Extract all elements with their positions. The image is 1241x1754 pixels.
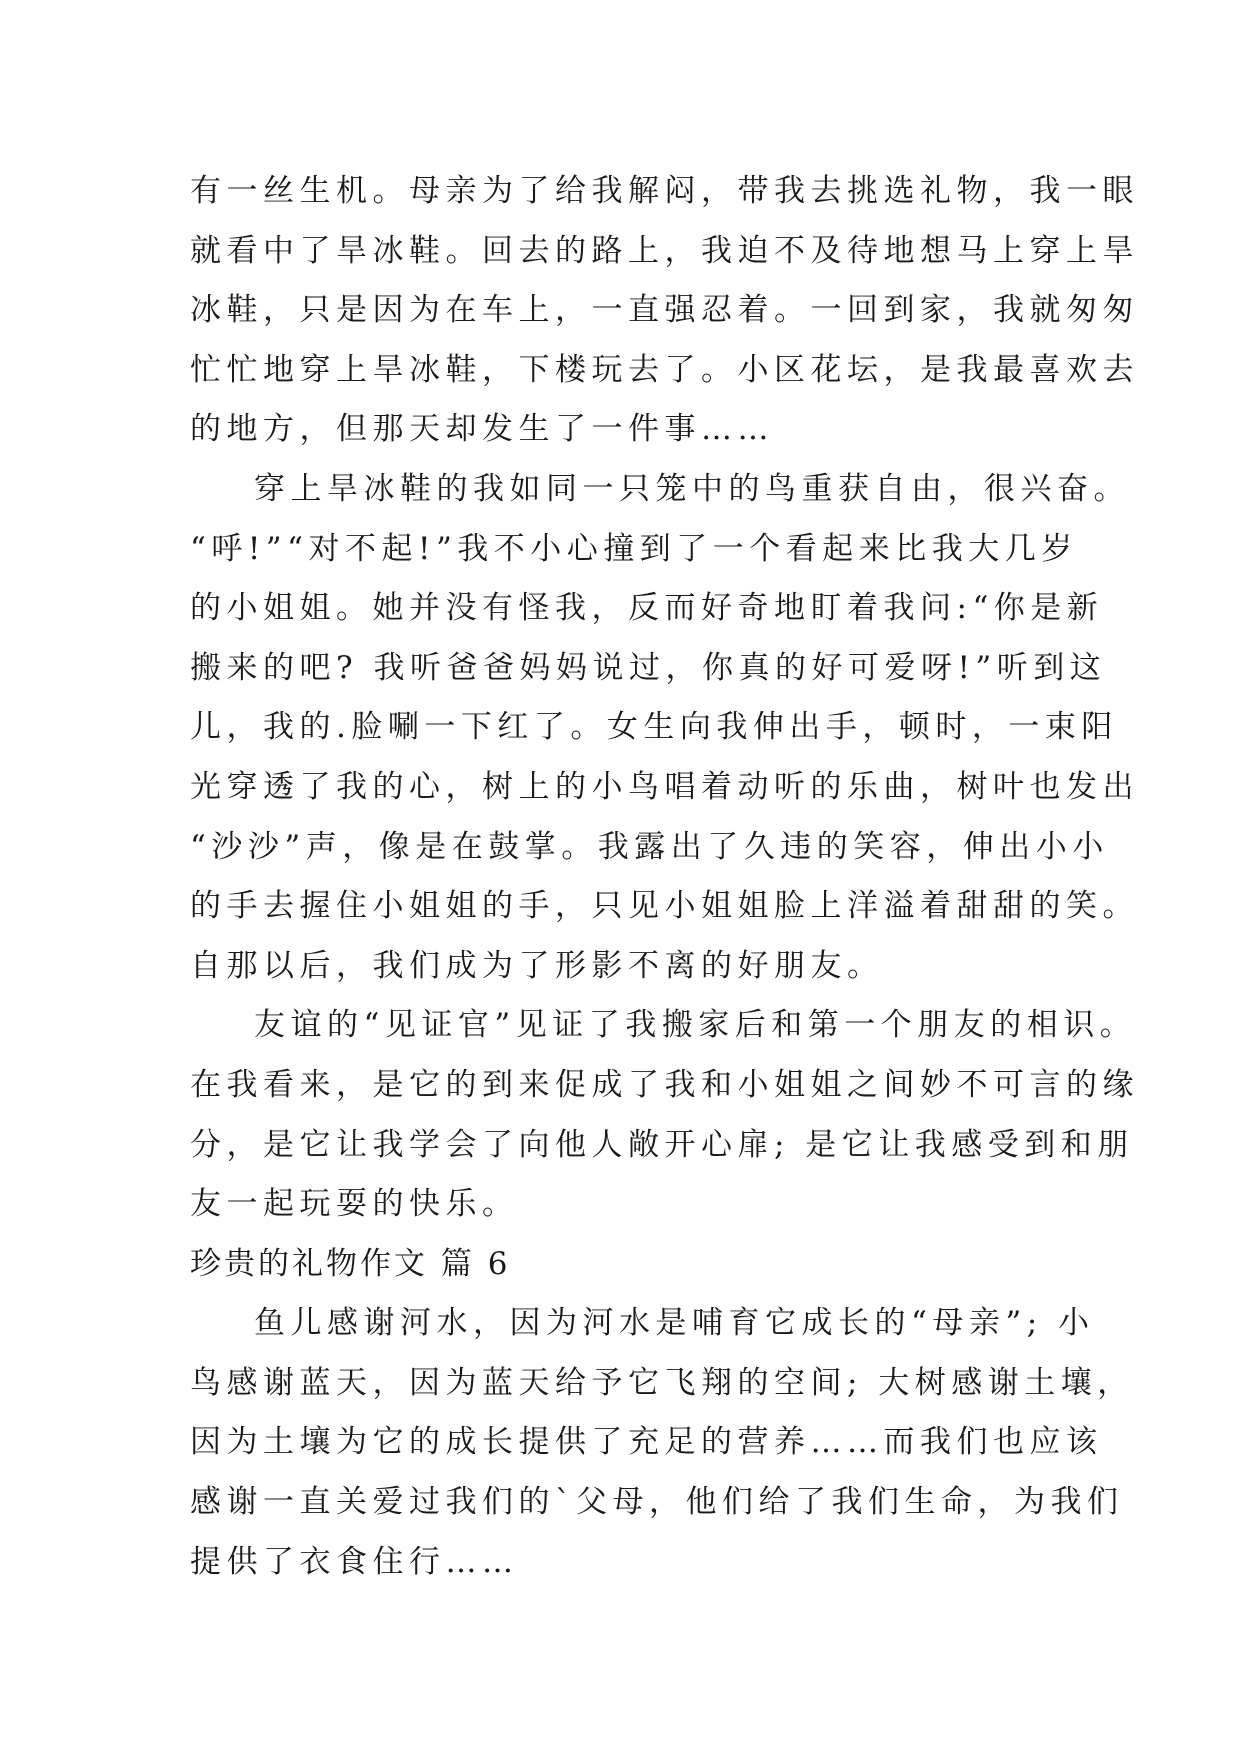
paragraph-first-line: 友谊的“见证官”见证了我搬家后和第一个朋友的相识。 bbox=[254, 1007, 1137, 1044]
text-line: “沙沙”声，像是在鼓掌。我露出了久违的笑容，伸出小小 bbox=[190, 828, 1109, 865]
text-line: 感谢一直关爱过我们的`父母，他们给了我们生命，为我们 bbox=[190, 1484, 1124, 1521]
text-line: 儿，我的.脸唰一下红了。女生向我伸出手，顿时，一束阳 bbox=[190, 709, 1118, 746]
text-line: 提供了衣食住行…… bbox=[190, 1543, 519, 1580]
paragraph-first-line: 鱼儿感谢河水，因为河水是哺育它成长的“母亲”; 小 bbox=[254, 1305, 1095, 1342]
text-line: “呼!”“对不起!”我不小心撞到了一个看起来比我大几岁 bbox=[190, 530, 1078, 567]
text-line: 的小姐姐。她并没有怪我，反而好奇地盯着我问:“你是新 bbox=[190, 590, 1104, 627]
text-line: 忙忙地穿上旱冰鞋，下楼玩去了。小区花坛，是我最喜欢去 bbox=[190, 351, 1139, 388]
text-line: 在我看来，是它的到来促成了我和小姐姐之间妙不可言的缘 bbox=[190, 1066, 1139, 1103]
text-line: 自那以后，我们成为了形影不离的好朋友。 bbox=[190, 947, 884, 984]
paragraph-first-line: 穿上旱冰鞋的我如同一只笼中的鸟重获自由，很兴奋。 bbox=[254, 470, 1130, 507]
text-line: 冰鞋，只是因为在车上，一直强忍着。一回到家，我就匆匆 bbox=[190, 292, 1139, 329]
text-line: 友一起玩耍的快乐。 bbox=[190, 1186, 519, 1223]
text-line: 光穿透了我的心，树上的小鸟唱着动听的乐曲，树叶也发出 bbox=[190, 768, 1139, 805]
article-body bbox=[190, 162, 1139, 1592]
text-line: 搬来的吧? 我听爸爸妈妈说过，你真的好可爱呀!”听到这 bbox=[190, 649, 1107, 686]
text-line: 鸟感谢蓝天，因为蓝天给予它飞翔的空间; 大树感谢土壤， bbox=[190, 1364, 1134, 1401]
section-heading: 珍贵的礼物作文 篇 6 bbox=[190, 1245, 511, 1282]
text-line: 就看中了旱冰鞋。回去的路上，我迫不及待地想马上穿上旱 bbox=[190, 232, 1139, 269]
text-line: 分，是它让我学会了向他人敞开心扉; 是它让我感受到和朋 bbox=[190, 1126, 1134, 1163]
text-line: 的手去握住小姐姐的手，只见小姐姐脸上洋溢着甜甜的笑。 bbox=[190, 888, 1139, 925]
text-line: 的地方，但那天却发生了一件事…… bbox=[190, 411, 774, 448]
text-line: 因为土壤为它的成长提供了充足的营养……而我们也应该 bbox=[190, 1424, 1103, 1461]
text-line: 有一丝生机。母亲为了给我解闷，带我去挑选礼物，我一眼 bbox=[190, 173, 1139, 209]
